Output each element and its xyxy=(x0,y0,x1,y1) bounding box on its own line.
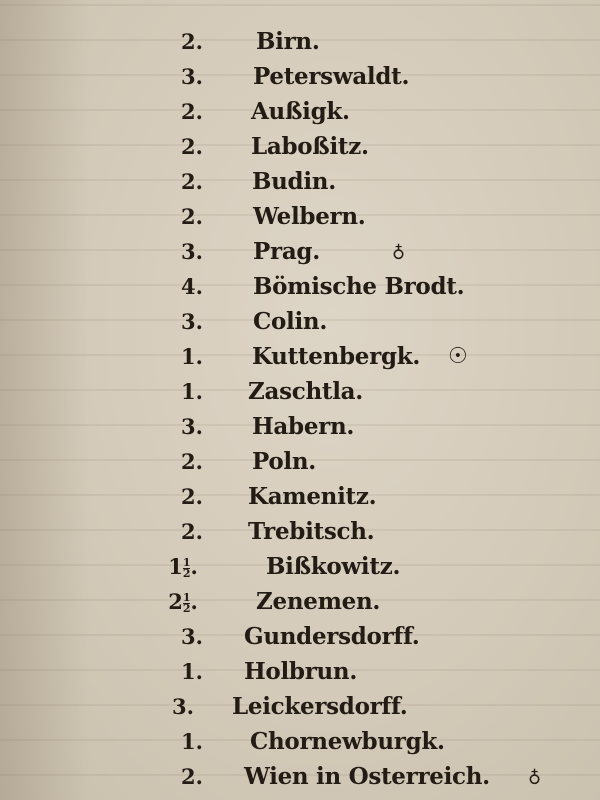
stage-days xyxy=(157,24,227,59)
place-name: Peterswaldt. xyxy=(253,63,410,90)
place-name: Welbern. xyxy=(253,203,366,230)
stage-days xyxy=(157,654,227,689)
stage-days-value: 1. xyxy=(181,379,203,404)
place-name: Gundersdorff. xyxy=(244,623,420,650)
place-name: Chornewburgk. xyxy=(250,728,445,755)
place-name: Kamenitz. xyxy=(248,483,377,510)
route-row xyxy=(0,164,600,199)
route-row xyxy=(0,339,600,374)
stage-days xyxy=(157,199,227,234)
stage-days xyxy=(157,339,227,374)
route-row xyxy=(0,199,600,234)
stage-days xyxy=(157,269,227,304)
route-row xyxy=(0,654,600,689)
place-name: Außigk. xyxy=(251,98,350,125)
route-row xyxy=(0,24,600,59)
place-name: Wien in Osterreich. xyxy=(244,763,490,790)
stage-days xyxy=(157,374,227,409)
stage-days-value: 2. xyxy=(181,99,203,124)
place-name: Bömische Brodt. xyxy=(253,273,465,300)
stage-days-value: 3. xyxy=(181,309,203,334)
stage-days xyxy=(157,234,227,269)
itinerary-list xyxy=(0,24,600,794)
route-row xyxy=(0,129,600,164)
stage-days xyxy=(157,619,227,654)
place-name: Holbrun. xyxy=(244,658,358,685)
route-row xyxy=(0,619,600,654)
stage-days-value: 3. xyxy=(181,64,203,89)
place-name: Bißkowitz. xyxy=(266,553,401,580)
route-row xyxy=(0,444,600,479)
stage-days-value: 4. xyxy=(181,274,203,299)
route-row xyxy=(0,549,600,584)
stage-days-value: 2. xyxy=(181,519,203,544)
place-name: Laboßitz. xyxy=(251,133,369,160)
route-row xyxy=(0,374,600,409)
stage-days-value: 2. xyxy=(181,449,203,474)
stage-days-value: 3. xyxy=(181,239,203,264)
fraction-numerator: 1 xyxy=(182,556,191,569)
stage-days-value: 2. xyxy=(181,484,203,509)
stage-days-dot: . xyxy=(190,554,198,579)
stage-days-value: 2. xyxy=(181,204,203,229)
place-name: Birn. xyxy=(256,28,320,55)
route-row xyxy=(0,304,600,339)
sun-symbol-icon: ☉ xyxy=(448,344,468,369)
place-name: Habern. xyxy=(252,413,355,440)
stage-days-value: 2. xyxy=(181,29,203,54)
stage-days xyxy=(148,584,218,619)
stage-days-value: 2. xyxy=(181,134,203,159)
stage-days xyxy=(157,759,227,794)
stage-days-value: 2. xyxy=(181,764,203,789)
route-row xyxy=(0,234,600,269)
stage-days xyxy=(157,129,227,164)
stage-days xyxy=(157,94,227,129)
fraction-numerator: 1 xyxy=(182,591,191,604)
place-name: Leickersdorff. xyxy=(232,693,408,720)
place-name: Kuttenbergk. xyxy=(252,343,421,370)
route-row xyxy=(0,479,600,514)
route-row xyxy=(0,514,600,549)
mercury-symbol-icon: ♁ xyxy=(392,241,406,262)
place-name: Colin. xyxy=(253,308,328,335)
route-row xyxy=(0,59,600,94)
place-name: Budin. xyxy=(252,168,336,195)
route-row xyxy=(0,689,600,724)
mercury-symbol-icon: ♁ xyxy=(528,766,542,787)
stage-days-value: 1. xyxy=(181,344,203,369)
stage-days xyxy=(148,549,218,584)
place-name: Poln. xyxy=(252,448,316,475)
place-name: Zenemen. xyxy=(256,588,381,615)
stage-days-value: 1. xyxy=(181,659,203,684)
stage-days xyxy=(157,164,227,199)
stage-days-value: 3. xyxy=(172,694,194,719)
route-row xyxy=(0,94,600,129)
route-row xyxy=(0,409,600,444)
route-row xyxy=(0,724,600,759)
stage-days xyxy=(157,444,227,479)
fraction-denominator: 2 xyxy=(182,567,191,580)
stage-days xyxy=(157,479,227,514)
stage-days xyxy=(148,689,218,724)
route-row xyxy=(0,584,600,619)
stage-days-value: 3. xyxy=(181,624,203,649)
stage-days xyxy=(157,59,227,94)
route-row xyxy=(0,269,600,304)
stage-days-value: 2 xyxy=(168,589,183,614)
fraction-denominator: 2 xyxy=(182,602,191,615)
stage-days-value: 3. xyxy=(181,414,203,439)
stage-days-value: 1. xyxy=(181,729,203,754)
place-name: Prag. xyxy=(253,238,320,265)
stage-days xyxy=(157,514,227,549)
stage-days xyxy=(157,409,227,444)
place-name: Zaschtla. xyxy=(248,378,363,405)
stage-days-value: 2. xyxy=(181,169,203,194)
stage-days xyxy=(157,724,227,759)
place-name: Trebitsch. xyxy=(248,518,375,545)
stage-days-dot: . xyxy=(190,589,198,614)
route-row xyxy=(0,759,600,794)
stage-days xyxy=(157,304,227,339)
stage-days-value: 1 xyxy=(168,554,183,579)
